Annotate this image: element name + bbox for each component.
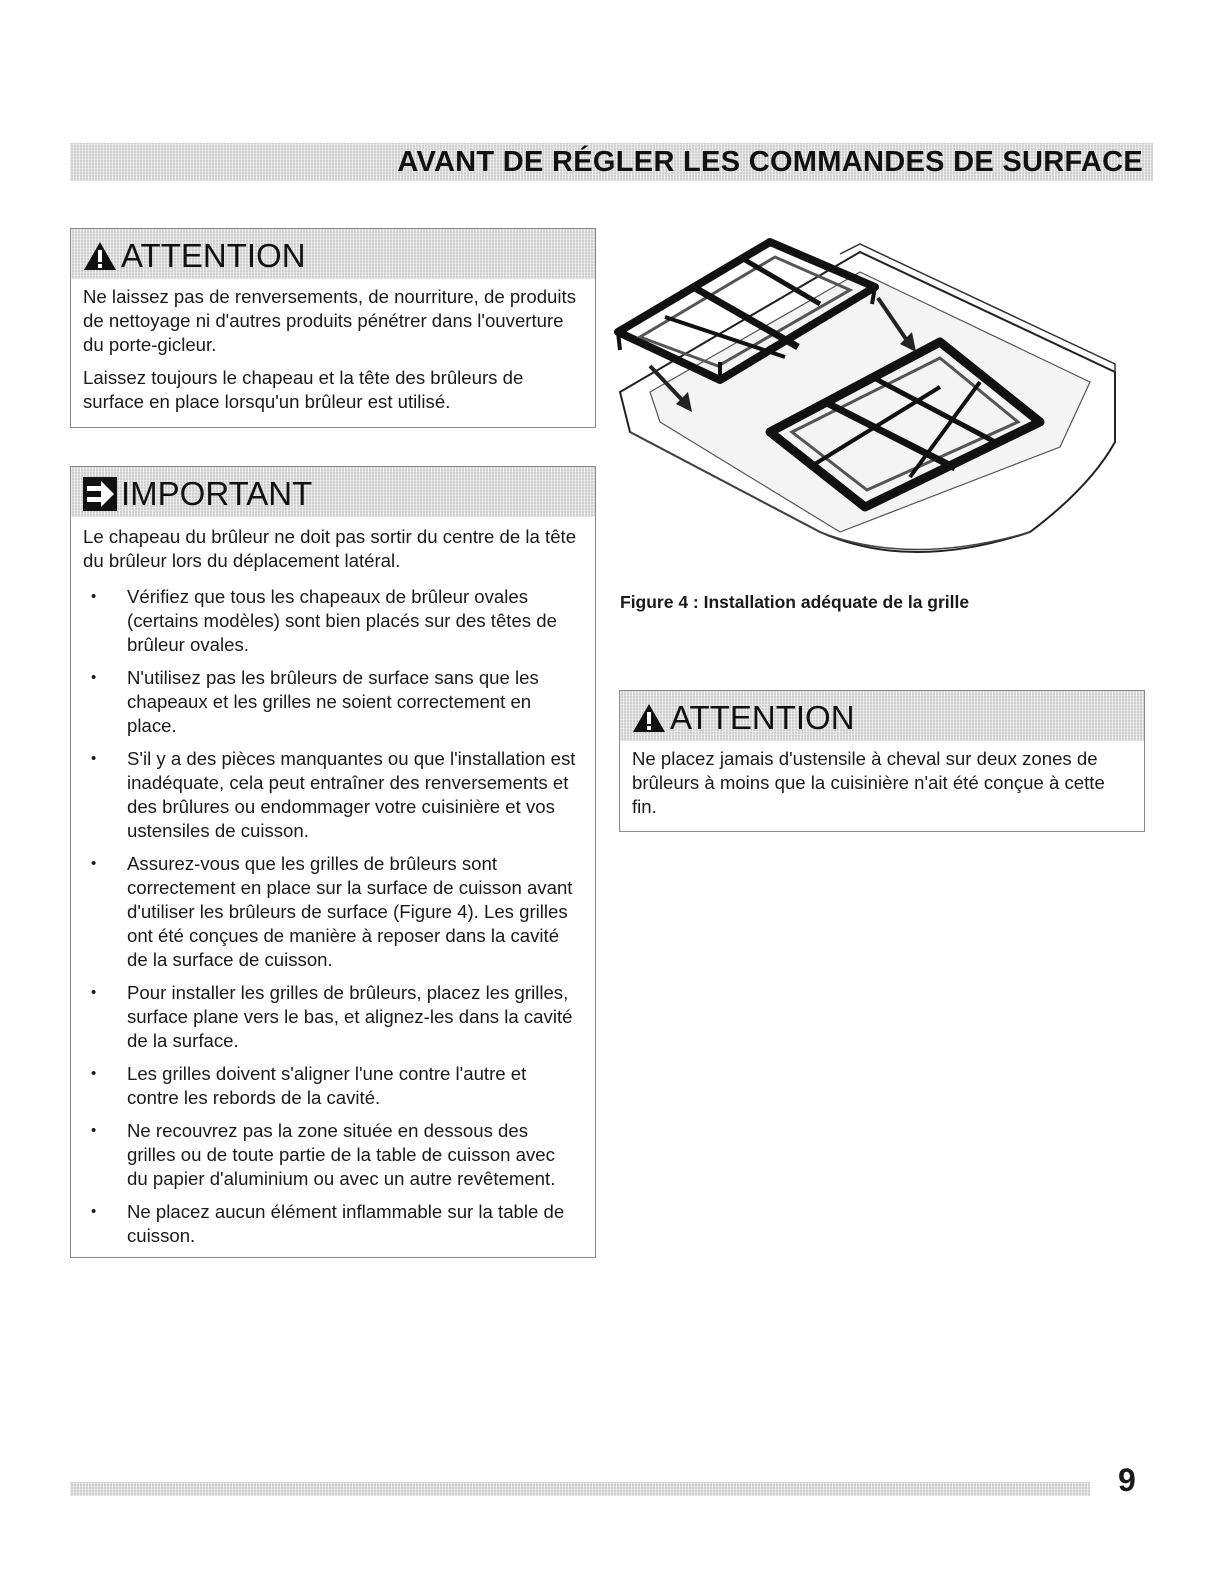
attention-label: ATTENTION — [121, 237, 306, 274]
warning-triangle-icon — [632, 703, 666, 733]
attention-header — [620, 691, 1144, 741]
important-box — [70, 466, 596, 1258]
list-item: • N'utilisez pas les brûleurs de surface sans que les chapeaux et les grilles ne soient correctement en place. — [83, 666, 579, 738]
attention-label: ATTENTION — [670, 699, 855, 736]
section-title: AVANT DE RÉGLER LES COMMANDES DE SURFACE — [397, 146, 1143, 178]
list-item: • Pour installer les grilles de brûleurs, placez les grilles, surface plane vers le bas, et alignez-les dans la cavité de la surface. — [83, 981, 579, 1053]
footer-bar — [70, 1482, 1090, 1496]
attention-box-2 — [619, 690, 1145, 832]
paragraph: Laissez toujours le chapeau et la tête des brûleurs de surface en place lorsqu'un brûleur est utilisé. — [83, 367, 524, 412]
important-header — [71, 467, 595, 517]
attention-body — [620, 741, 1144, 842]
grate-installation-illustration — [610, 232, 1130, 582]
attention-body — [71, 279, 595, 437]
important-body — [71, 517, 595, 1271]
paragraph: Ne placez jamais d'ustensile à cheval sur deux zones de brûleurs à moins que la cuisinière n'ait été conçue à cette fin. — [632, 748, 1105, 817]
intro-text: Le chapeau du brûleur ne doit pas sortir du centre de la tête du brûleur lors du déplacement latéral. — [83, 526, 577, 571]
arrow-right-icon — [83, 477, 117, 511]
list-item: • Assurez-vous que les grilles de brûleurs sont correctement en place sur la surface de cuisson avant d'utiliser les brûleurs de surface (Figure 4). Les grilles ont été conçues de manière à reposer dans la cavité de la surface de cuisson. — [83, 852, 579, 972]
list-item: • Ne recouvrez pas la zone située en dessous des grilles ou de toute partie de la table de cuisson avec du papier d'aluminium ou avec un autre revêtement. — [83, 1119, 579, 1191]
list-item: • Vérifiez que tous les chapeaux de brûleur ovales (certains modèles) sont bien placés sur des têtes de brûleur ovales. — [83, 585, 579, 657]
figure-caption: Figure 4 : Installation adéquate de la grille — [620, 592, 970, 612]
paragraph: Ne laissez pas de renversements, de nourriture, de produits de nettoyage ni d'autres produits pénétrer dans l'ouverture du porte-gicleur. — [83, 286, 576, 355]
list-item: • S'il y a des pièces manquantes ou que l'installation est inadéquate, cela peut entraîner des renversements et des brûlures ou endommager votre cuisinière et vos ustensiles de cuisson. — [83, 747, 579, 843]
attention-box-1 — [70, 228, 596, 428]
page-number: 9 — [1118, 1462, 1136, 1498]
attention-header — [71, 229, 595, 279]
important-label: IMPORTANT — [121, 475, 313, 512]
list-item: • Les grilles doivent s'aligner l'une contre l'autre et contre les rebords de la cavité. — [83, 1062, 579, 1110]
bullet-list — [83, 585, 579, 1248]
section-header-bar — [70, 143, 1153, 181]
warning-triangle-icon — [83, 241, 117, 271]
list-item: • Ne placez aucun élément inflammable sur la table de cuisson. — [83, 1200, 579, 1248]
